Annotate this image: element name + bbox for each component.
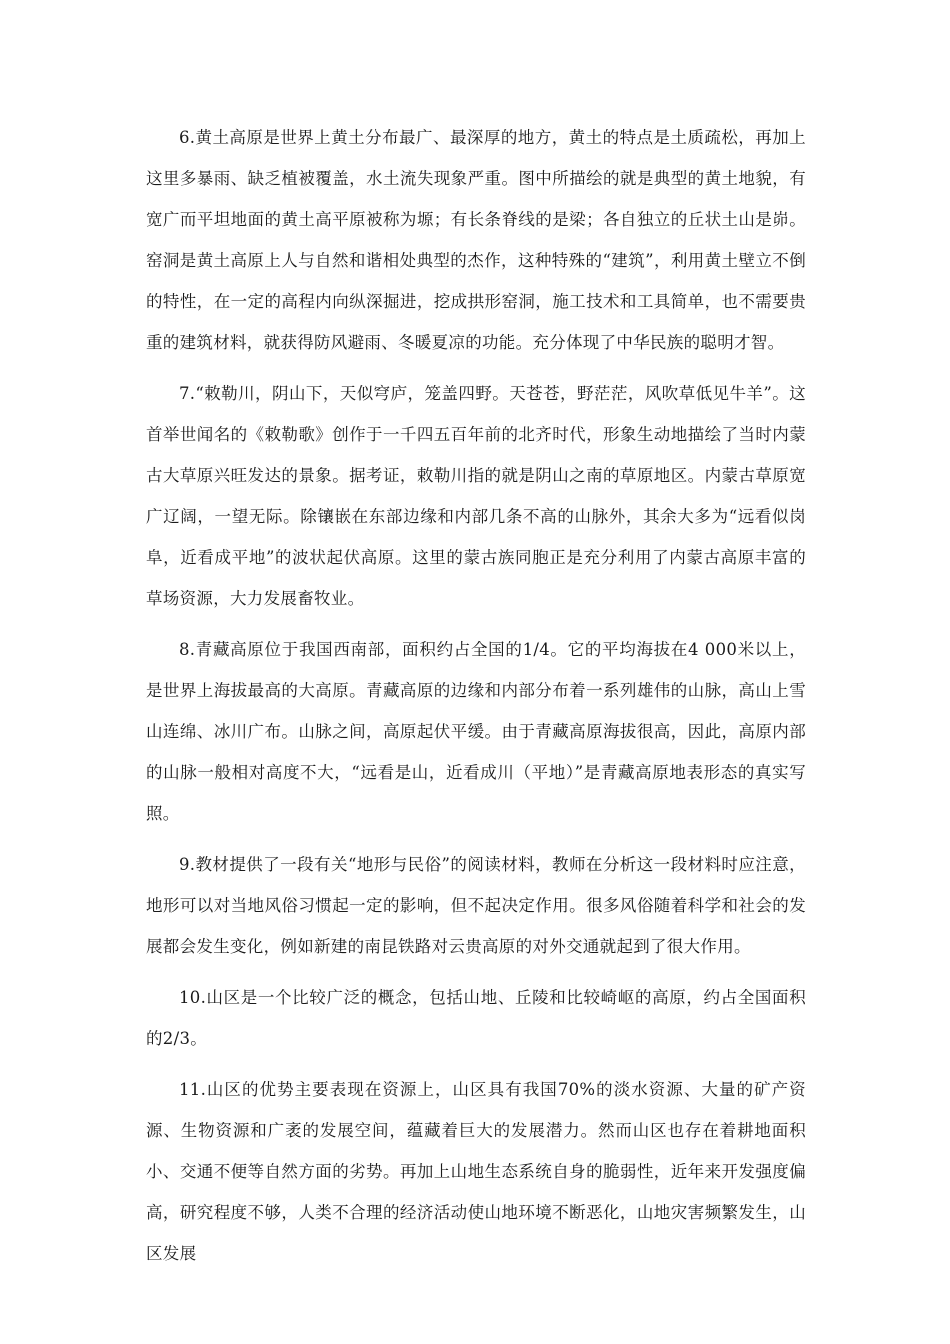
- paragraph-7: 7.“敕勒川，阴山下，天似穹庐，笼盖四野。天苍苍，野茫茫，风吹草低见牛羊”。这首举世闻名的《敕勒歌》创作于一千四五百年前的北齐时代，形象生动地描绘了当时内蒙古大草原兴旺发达的景象。据考证，敕勒川指的就是阴山之南的草原地区。内蒙古草原宽广辽阔，一望无际。除镶嵌在东部边缘和内部几条不高的山脉外，其余大多为“远看似岗阜，近看成平地”的波状起伏高原。这里的蒙古族同胞正是充分利用了内蒙古高原丰富的草场资源，大力发展畜牧业。: [146, 384, 806, 608]
- paragraph-6: 6.黄土高原是世界上黄土分布最广、最深厚的地方，黄土的特点是土质疏松，再加上这里多暴雨、缺乏植被覆盖，水土流失现象严重。图中所描绘的就是典型的黄土地貌，有宽广而平坦地面的黄土高平原被称为塬；有长条脊线的是梁；各自独立的丘状土山是峁。窑洞是黄土高原上人与自然和谐相处典型的杰作，这种特殊的“建筑”，利用黄土壁立不倒的特性，在一定的高程内向纵深掘进，挖成拱形窑洞，施工技术和工具简单，也不需要贵重的建筑材料，就获得防风避雨、冬暖夏凉的功能。充分体现了中华民族的聪明才智。: [146, 128, 806, 352]
- document-page: [146, 117, 806, 1284]
- paragraph-10: 10.山区是一个比较广泛的概念，包括山地、丘陵和比较崎岖的高原，约占全国面积的2/3。: [146, 988, 806, 1048]
- paragraph-11: 11.山区的优势主要表现在资源上，山区具有我国70%的淡水资源、大量的矿产资源、生物资源和广袤的发展空间，蕴藏着巨大的发展潜力。然而山区也存在着耕地面积小、交通不便等自然方面的劣势。再加上山地生态系统自身的脆弱性，近年来开发强度偏高，研究程度不够，人类不合理的经济活动使山地环境不断恶化，山地灾害频繁发生，山区发展: [146, 1080, 806, 1263]
- paragraph-9: 9.教材提供了一段有关“地形与民俗”的阅读材料，教师在分析这一段材料时应注意，地形可以对当地风俗习惯起一定的影响，但不起决定作用。很多风俗随着科学和社会的发展都会发生变化，例如新建的南昆铁路对云贵高原的对外交通就起到了很大作用。: [146, 855, 806, 956]
- paragraph-8: 8.青藏高原位于我国西南部，面积约占全国的1/4。它的平均海拔在4 000米以上，是世界上海拔最高的大高原。青藏高原的边缘和内部分布着一系列雄伟的山脉，高山上雪山连绵、冰川广布。山脉之间，高原起伏平缓。由于青藏高原海拔很高，因此，高原内部的山脉一般相对高度不大，“远看是山，近看成川（平地）”是青藏高原地表形态的真实写照。: [146, 640, 806, 823]
